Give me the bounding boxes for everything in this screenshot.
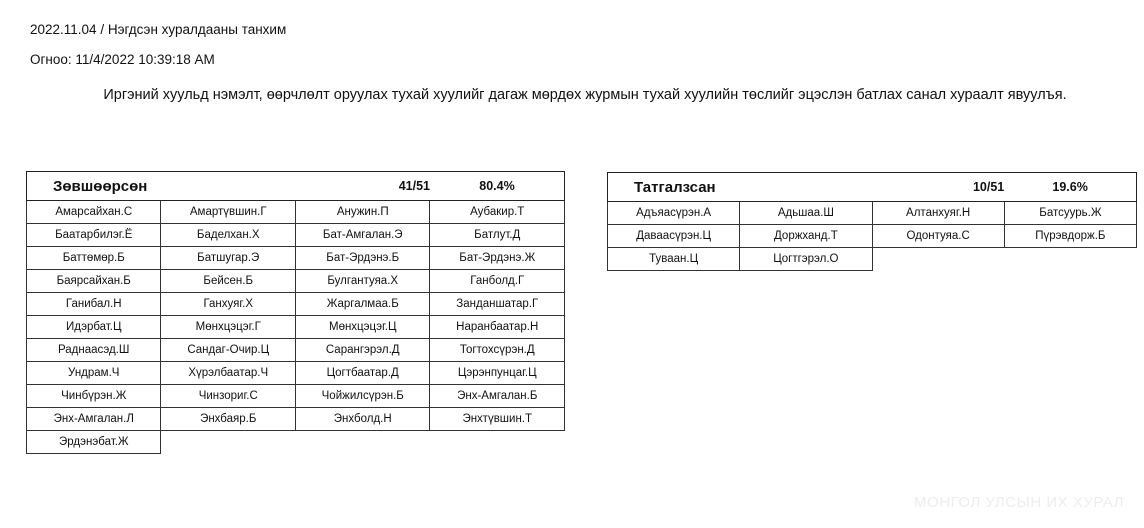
member-name-cell: Аубакир.Т	[430, 201, 565, 224]
empty-cell	[295, 431, 430, 454]
rejected-label: Татгалзсан	[608, 173, 873, 202]
approved-header-row	[27, 172, 565, 201]
member-name-cell: Анужин.П	[295, 201, 430, 224]
table-row	[27, 362, 565, 385]
parliament-watermark: МОНГОЛ УЛСЫН ИХ ХУРАЛ	[914, 494, 1124, 511]
empty-cell	[430, 431, 565, 454]
member-name-cell: Цогтбаатар.Д	[295, 362, 430, 385]
table-row	[27, 316, 565, 339]
member-name-cell: Баделхан.Х	[161, 224, 296, 247]
member-name-cell: Цогтгэрэл.О	[740, 248, 872, 271]
member-name-cell: Раднаасэд.Ш	[27, 339, 161, 362]
member-name-cell: Амартүвшин.Г	[161, 201, 296, 224]
rejected-table	[607, 172, 1137, 271]
vote-date: Огноо: 11/4/2022 10:39:18 AM	[30, 52, 215, 67]
member-name-cell: Булгантуяа.Х	[295, 270, 430, 293]
member-name-cell: Одонтуяа.С	[872, 225, 1004, 248]
table-row	[608, 225, 1137, 248]
rejected-count: 10/51	[872, 173, 1004, 202]
approved-count: 41/51	[295, 172, 430, 201]
member-name-cell: Энхбаяр.Б	[161, 408, 296, 431]
member-name-cell: Энх-Амгалан.Л	[27, 408, 161, 431]
member-name-cell: Ундрам.Ч	[27, 362, 161, 385]
member-name-cell: Адъяасүрэн.А	[608, 202, 740, 225]
member-name-cell: Эрдэнэбат.Ж	[27, 431, 161, 454]
member-name-cell: Энх-Амгалан.Б	[430, 385, 565, 408]
member-name-cell: Сарангэрэл.Д	[295, 339, 430, 362]
member-name-cell: Тогтохсүрэн.Д	[430, 339, 565, 362]
table-row	[27, 408, 565, 431]
member-name-cell: Баттөмөр.Б	[27, 247, 161, 270]
member-name-cell: Батсуурь.Ж	[1004, 202, 1136, 225]
member-name-cell: Алтанхуяг.Н	[872, 202, 1004, 225]
member-name-cell: Идэрбат.Ц	[27, 316, 161, 339]
member-name-cell: Батшугар.Э	[161, 247, 296, 270]
member-name-cell: Ганболд.Г	[430, 270, 565, 293]
member-name-cell: Мөнхцэцэг.Ц	[295, 316, 430, 339]
member-name-cell: Туваан.Ц	[608, 248, 740, 271]
member-name-cell: Адьшаа.Ш	[740, 202, 872, 225]
table-row	[27, 431, 565, 454]
empty-cell	[161, 431, 296, 454]
member-name-cell: Ганхуяг.Х	[161, 293, 296, 316]
member-name-cell: Мөнхцэцэг.Г	[161, 316, 296, 339]
member-name-cell: Занданшатар.Г	[430, 293, 565, 316]
member-name-cell: Пүрэвдорж.Б	[1004, 225, 1136, 248]
member-name-cell: Батлут.Д	[430, 224, 565, 247]
table-row	[608, 202, 1137, 225]
approved-label: Зөвшөөрсөн	[27, 172, 296, 201]
member-name-cell: Бат-Амгалан.Э	[295, 224, 430, 247]
member-name-cell: Жаргалмаа.Б	[295, 293, 430, 316]
approved-table	[26, 171, 565, 454]
member-name-cell: Даваасүрэн.Ц	[608, 225, 740, 248]
motion-description: Иргэний хуульд нэмэлт, өөрчлөлт оруулах тухай хуулийг дагаж мөрдөх журмын тухай хуулийн төслийг эцэслэн батлах санал хураалт явуулъя.	[103, 87, 1067, 103]
empty-cell	[872, 248, 1004, 271]
approved-percent: 80.4%	[430, 172, 565, 201]
member-name-cell: Доржханд.Т	[740, 225, 872, 248]
member-name-cell: Амарсайхан.С	[27, 201, 161, 224]
member-name-cell: Ганибал.Н	[27, 293, 161, 316]
member-name-cell: Сандаг-Очир.Ц	[161, 339, 296, 362]
empty-cell	[1004, 248, 1136, 271]
member-name-cell: Наранбаатар.Н	[430, 316, 565, 339]
member-name-cell: Хүрэлбаатар.Ч	[161, 362, 296, 385]
member-name-cell: Баатарбилэг.Ё	[27, 224, 161, 247]
member-name-cell: Цэрэнпунцаг.Ц	[430, 362, 565, 385]
session-title: 2022.11.04 / Нэгдсэн хуралдааны танхим	[30, 22, 287, 37]
table-row	[608, 248, 1137, 271]
member-name-cell: Бейсен.Б	[161, 270, 296, 293]
table-row	[27, 224, 565, 247]
rejected-percent: 19.6%	[1004, 173, 1136, 202]
member-name-cell: Бат-Эрдэнэ.Б	[295, 247, 430, 270]
member-name-cell: Чинбүрэн.Ж	[27, 385, 161, 408]
member-name-cell: Бат-Эрдэнэ.Ж	[430, 247, 565, 270]
member-name-cell: Чинзориг.С	[161, 385, 296, 408]
member-name-cell: Баярсайхан.Б	[27, 270, 161, 293]
table-row	[27, 270, 565, 293]
table-row	[27, 201, 565, 224]
table-row	[27, 247, 565, 270]
table-row	[27, 293, 565, 316]
table-row	[27, 339, 565, 362]
member-name-cell: Чойжилсүрэн.Б	[295, 385, 430, 408]
member-name-cell: Энхболд.Н	[295, 408, 430, 431]
table-row	[27, 385, 565, 408]
member-name-cell: Энхтүвшин.Т	[430, 408, 565, 431]
rejected-header-row	[608, 173, 1137, 202]
